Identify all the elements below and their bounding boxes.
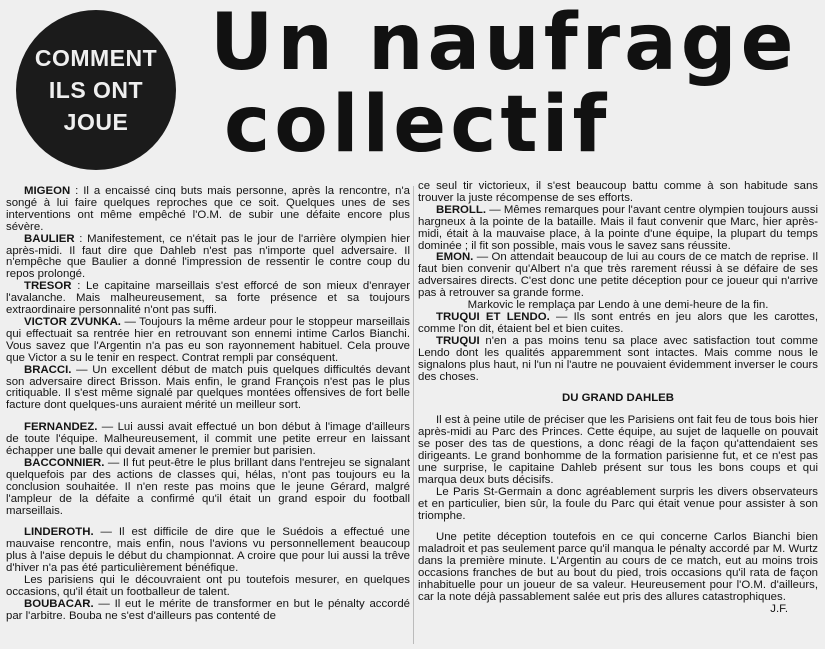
- player-paragraph: [6, 458, 410, 518]
- player-paragraph: [6, 234, 410, 282]
- headline-line-1: Un naufrage: [210, 0, 798, 88]
- player-name: BRACCI.: [24, 363, 72, 376]
- player-paragraph: [6, 527, 410, 575]
- player-text: — Toujours la même ardeur pour le stoppeur marseillais qui effectuait sa rentrée hier en retrouvant son ennemi intime Carlos Bianchi. Vous savez que l'Argentin n'a pas eu son rayonnement habituel. Cela prouve que Victor a su le tenir en respect. Contrat rempli par conséquent.: [6, 315, 410, 364]
- body-paragraph: Une petite déception toutefois en ce qui concerne Carlos Bianchi bien maladroit et pas seulement parce qu'il manqua le pénalty accordé par M. Wurtz dans la première minute. L'Argentin au cours de ce match, eut au moins trois occasions franches de but au bout du pied, trois occasions qu'il rata de façon inhabituelle pour un joueur de sa valeur. Heureusement pour l'O.M. d'ailleurs, car la note déjà passablement salée eut pris des allures catastrophiques.: [418, 531, 818, 603]
- player-name: BEROLL.: [436, 203, 486, 216]
- player-name: TRUQUI ET LENDO.: [436, 310, 550, 323]
- right-column: [418, 181, 818, 645]
- badge-line-2: ILS ONT: [48, 77, 144, 103]
- player-name: BACCONNIER.: [24, 456, 105, 469]
- subheading: DU GRAND DAHLEB: [561, 392, 674, 405]
- article-headline: [210, 2, 820, 182]
- player-paragraph: [418, 312, 818, 336]
- player-name: LINDEROTH.: [24, 526, 94, 539]
- continued-paragraph: ce seul tir victorieux, il s'est beaucoup battu comme à son habitude sans trouver la juste récompense de ses efforts.: [418, 181, 818, 204]
- badge-line-3: JOUE: [63, 109, 129, 135]
- player-text: — Ils sont entrés en jeu alors que les carottes, comme l'on dit, étaient bel et bien cuites.: [418, 310, 818, 335]
- body-paragraph: Le Paris St-Germain a donc agréablement surpris les divers observateurs et en particulier, bien sûr, la foule du Parc qui était venue pour assister à son triomphe.: [418, 485, 818, 522]
- player-text: — Un excellent début de match puis quelques difficultés devant son adversaire direct Brisson. Mais enfin, le grand François n'est pas le plus critiquable. Il s'est même signalé par quelques montées offensives de fort belle facture dont quelques-uns auraient mérité un meilleur sort.: [6, 363, 410, 412]
- player-name: VICTOR ZVUNKA.: [24, 315, 121, 328]
- body-paragraph: Il est à peine utile de préciser que les Parisiens ont fait feu de tous bois hier après-midi au Parc des Princes. Cette équipe, au sujet de laquelle on pouvait se poser des tas de questions, a donc réagi de la façon qu'attendaient ses dirigeants. Le grand bonhomme de la formation parisienne fut, et ce n'est pas une surprise, le capitaine Dahleb présent sur tous les bons coups et qui marqua deux buts décisifs.: [418, 414, 818, 486]
- player-paragraph: [6, 317, 410, 365]
- player-paragraph: [6, 365, 410, 413]
- player-text: : Le capitaine marseillais s'est efforcé de son mieux d'enrayer l'avalanche. Mais malheureusement, sa forte présence et sa toujours extraordinaire personnalité n'ont pas suffi.: [6, 280, 410, 317]
- replacement-note: Markovic le remplaça par Lendo à une demi-heure de la fin.: [467, 299, 769, 312]
- left-column: [6, 186, 410, 644]
- player-text: : Manifestement, ce n'était pas le jour de l'arrière olympien hier après-midi. Il faut dire que Dahleb n'est pas n'importe quel adversaire. Il n'empêche que Baulier a donné l'impression de ressentir le contre coup du repos prolongé.: [6, 232, 410, 281]
- player-name: BOUBACAR.: [24, 597, 94, 610]
- player-text: — Il fut peut-être le plus brillant dans l'entrejeu se signalant quelquefois par des actions de classes qui, hélas, n'ont pas toujours eu la conclusion souhaitée. Il n'en reste pas moins que le jeune Gérard, malgré l'ampleur de la défaite a confirmé qu'il était un grand espoir du football marseillais.: [6, 456, 410, 517]
- player-text: — On attendait beaucoup de lui au cours de ce match de reprise. Il faut bien convenir qu'Albert n'a que très rarement réussi à se défaire de ses adversaires directs. C'est donc une petite déception pour ce joueur qui n'arrive pas à retrouver sa grande forme.: [418, 251, 818, 300]
- player-paragraph: [418, 205, 818, 253]
- section-badge: [16, 10, 176, 170]
- player-text: — Il eut le mérite de transformer en but le pénalty accordé par l'arbitre. Bouba ne s'est d'ailleurs pas contenté de: [6, 597, 410, 622]
- player-text: — Il est difficile de dire que le Suédois a effectué une mauvaise rencontre, mais enfin, nous l'avions vu personnellement beaucoup plus à l'aise depuis le début du championnat. A croire que pour lui aussi la trêve d'hiver n'a pas été particulièrement bénéfique.: [6, 526, 410, 575]
- player-text: — Mêmes remarques pour l'avant centre olympien toujours aussi hargneux à la pointe de la bataille. Mais il faut convenir que Marc, hier après-midi, était à la mauvaise place, à la pointe d'une équipe, la plupart du temps dominée ; il fit son possible, mais vous le savez sans réussite.: [418, 203, 818, 252]
- player-name: FERNANDEZ.: [24, 421, 98, 434]
- player-name: TRUQUI: [436, 334, 480, 347]
- player-text: — Lui aussi avait effectué un bon début à l'image d'ailleurs de toute l'équipe. Malheureusement, il commit une petite erreur en laissant échapper une balle qui devait amener le premier but parisien.: [6, 421, 410, 458]
- author-signature: J.F.: [770, 602, 788, 615]
- player-name: EMON.: [436, 251, 474, 264]
- paragraph-text: Les parisiens qui le découvraient ont pu toutefois mesurer, en quelques occasions, qu'il était un footballeur de talent.: [6, 574, 410, 598]
- player-paragraph: [6, 422, 410, 458]
- player-name: MIGEON: [24, 186, 71, 197]
- player-paragraph: [418, 252, 818, 300]
- player-text: n'en a pas moins tenu sa place avec satisfaction tout comme Lendo dont les qualités apparemment sont intactes. Mais comme nous le signalons plus haut, ni l'un ni l'autre ne pouvaient évidemment inverser le cours des choses.: [418, 334, 818, 383]
- player-paragraph: [6, 599, 410, 623]
- player-paragraph: [418, 336, 818, 384]
- body-paragraph: [6, 575, 410, 599]
- badge-line-1: COMMENT: [34, 45, 158, 71]
- player-paragraph: [6, 281, 410, 317]
- column-divider: [413, 186, 414, 644]
- player-name: BAULIER: [24, 232, 75, 245]
- player-name: TRESOR: [24, 280, 72, 293]
- headline-line-2: collectif: [224, 80, 611, 170]
- player-text: : Il a encaissé cinq buts mais personne, après la rencontre, n'a songé à lui faire quelques reproches que ce soit. Quelques unes de ses interventions ont même empêché l'O.M. de subir une défaite encore plus sévère.: [6, 186, 410, 233]
- player-paragraph: [6, 186, 410, 234]
